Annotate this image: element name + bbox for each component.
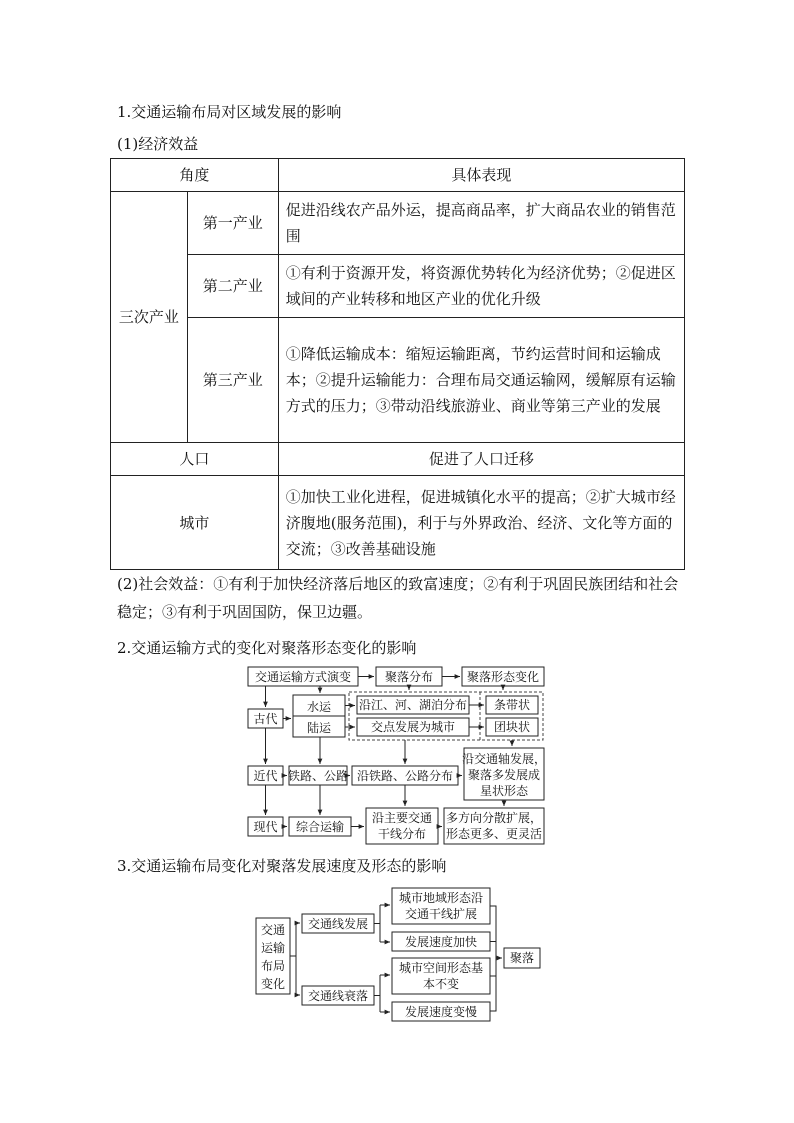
form-change-text: 聚落形态变化 (466, 670, 540, 684)
rail-road-text: 铁路、公路 (287, 769, 349, 783)
along-rivers-text: 沿江、河、湖泊分布 (358, 698, 468, 712)
along-rail-text: 沿铁路、公路分布 (356, 769, 454, 783)
row-content-primary: 促进沿线农产品外运，提高商品率，扩大商品农业的销售范围 (278, 192, 684, 255)
nodes-text: 交点发展为城市 (370, 720, 456, 734)
multi-text-1: 多方向分散扩展， (445, 811, 543, 825)
row-content-city: ①加快工业化进程，促进城镇化水平的提高；②扩大城市经济腹地(服务范围)，利于与外界政治、经济、文化等方面的交流；③改善基础设施 (278, 476, 684, 570)
row-content-tertiary: ①降低运输成本：缩短运输距离，节约运营时间和运输成本；②提升运输能力：合理布局交通运输网，缓解原有运输方式的压力；③带动沿线旅游业、商业等第三产业的发展 (278, 318, 684, 443)
settlement-speed-diagram (256, 888, 540, 1021)
along-main-text-1: 沿主要交通 (371, 811, 433, 825)
contemporary-text: 现代 (253, 820, 278, 834)
root-text-4: 变化 (260, 977, 286, 991)
distribution-text: 聚落分布 (384, 670, 434, 684)
root-text-2: 运输 (260, 941, 286, 955)
faster-text: 发展速度加快 (404, 935, 478, 949)
star-text-1: 沿交通轴发展， (461, 752, 547, 766)
row-label-secondary: 第二产业 (187, 255, 278, 318)
water-text: 水运 (306, 700, 332, 714)
row-label-city: 城市 (111, 476, 279, 570)
evolution-text: 交通运输方式演变 (254, 670, 352, 684)
group-label-industries: 三次产业 (111, 192, 188, 443)
root-text-1: 交通 (260, 923, 286, 937)
integrated-text: 综合运输 (295, 820, 345, 834)
header-detail: 具体表现 (278, 159, 684, 192)
section2-title: 2.交通运输方式的变化对聚落形态变化的影响 (117, 639, 417, 657)
star-text-2: 聚落多发展成 (467, 768, 541, 782)
expand-text-1: 城市地域形态沿 (398, 891, 484, 905)
ancient-text: 古代 (253, 712, 278, 726)
cluster-text: 团块状 (493, 720, 531, 734)
develop-text: 交通线发展 (307, 917, 369, 931)
unchanged-text-1: 城市空间形态基 (398, 961, 484, 975)
section1-subtitle: (1)经济效益 (117, 135, 199, 153)
multi-text-2: 形态更多、更灵活 (445, 827, 543, 841)
decline-text: 交通线衰落 (307, 989, 369, 1003)
section1-title: 1.交通运输布局对区域发展的影响 (117, 103, 342, 121)
along-main-text-2: 干线分布 (377, 827, 427, 841)
social-benefits: (2)社会效益：①有利于加快经济落后地区的致富速度；②有利于巩固民族团结和社会稳定；③有利于巩固国防，保卫边疆。 (117, 575, 679, 621)
row-label-tertiary: 第三产业 (187, 318, 278, 443)
row-content-secondary: ①有利于资源开发，将资源优势转化为经济优势；②促进区域间的产业转移和地区产业的优化升级 (278, 255, 684, 318)
row-label-primary: 第一产业 (187, 192, 278, 255)
modern-text: 近代 (253, 769, 278, 783)
unchanged-text-2: 本不变 (422, 977, 460, 991)
root-text-3: 布局 (260, 959, 286, 973)
header-angle: 角度 (111, 159, 279, 192)
land-text: 陆运 (306, 721, 332, 735)
row-label-population: 人口 (111, 443, 279, 476)
expand-text-2: 交通干线扩展 (404, 907, 478, 921)
star-text-3: 星状形态 (479, 784, 529, 798)
strip-text: 条带状 (493, 698, 531, 712)
row-content-population: 促进了人口迁移 (278, 443, 684, 476)
settlement-text: 聚落 (509, 951, 535, 965)
section3-title: 3.交通运输布局变化对聚落发展速度及形态的影响 (117, 857, 447, 875)
slower-text: 发展速度变慢 (404, 1005, 478, 1019)
